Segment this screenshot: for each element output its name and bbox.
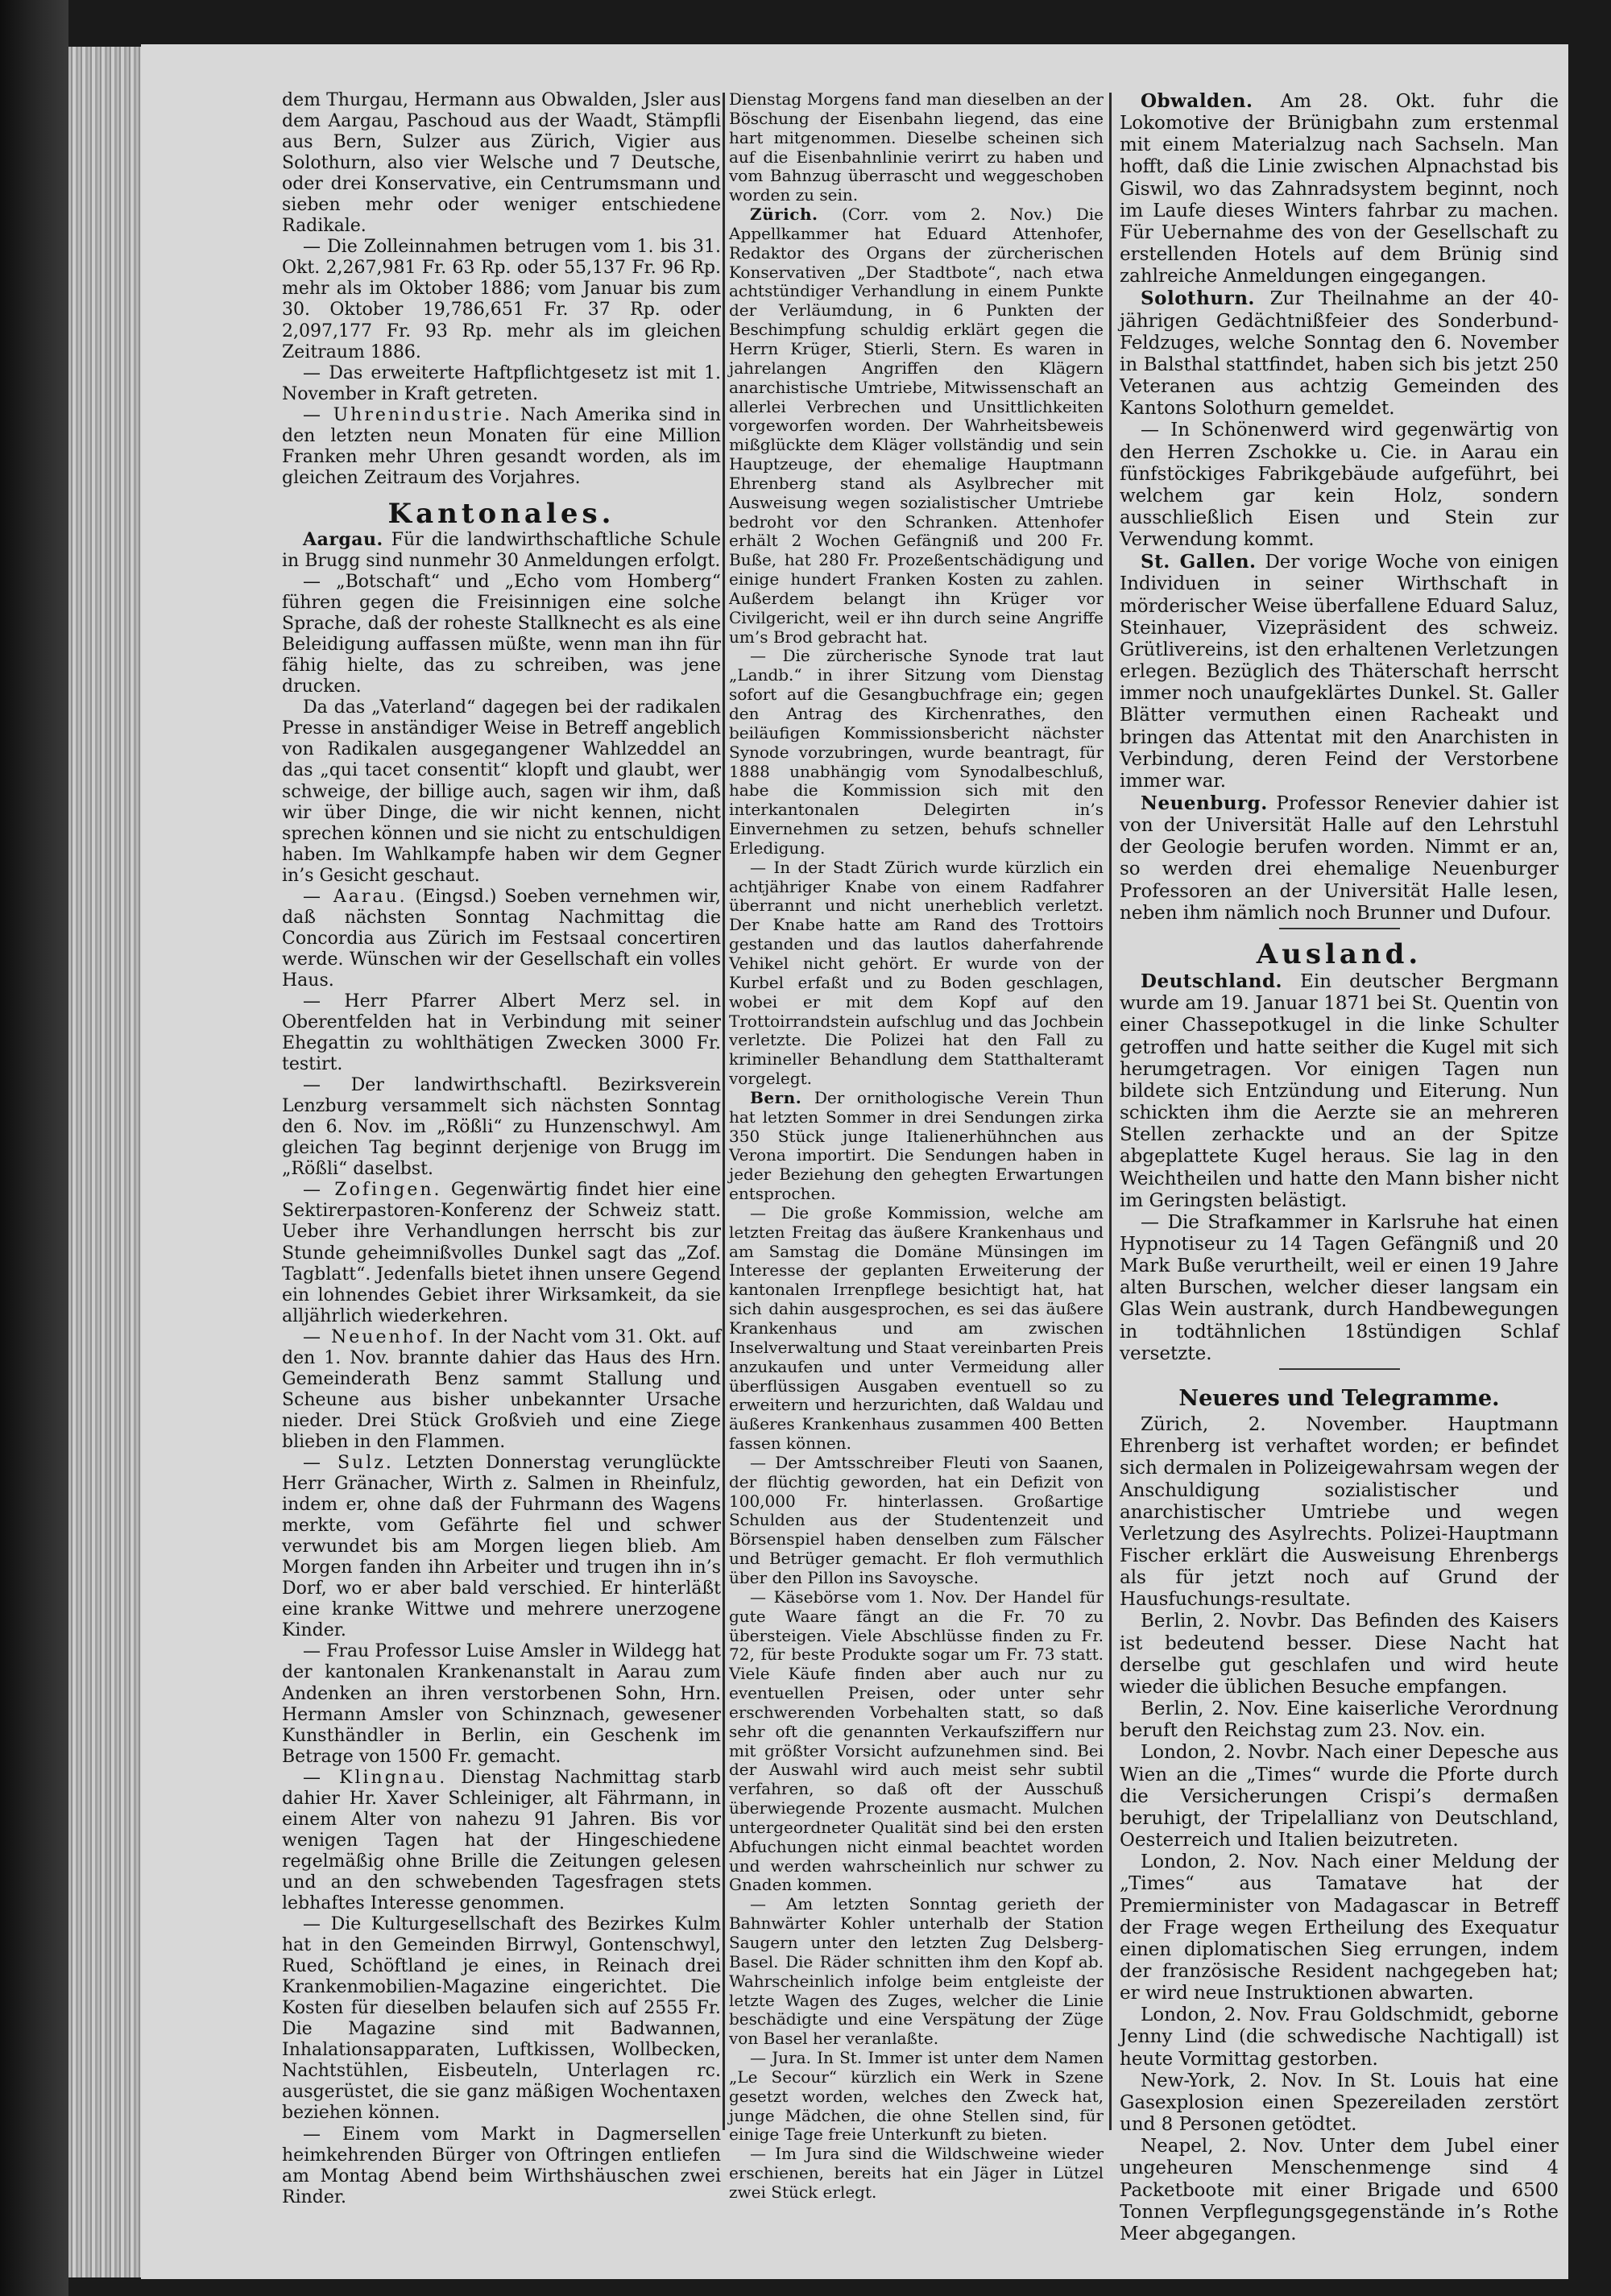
column-rule-1 <box>723 93 725 2130</box>
article-lead: Deutschland. <box>1141 970 1283 993</box>
article-paragraph: — In Schönenwerd wird gegenwärtig von den Herren Zschokke u. Cie. in Aarau ein fünfstöckiges Fabrikgebäude aufgeführt, bei welchem gar kein Holz, sondern ausschließlich Eisen und Stein zur Verwendung kommt. <box>1120 420 1559 551</box>
article-lead: — Uhrenindustrie. <box>303 404 513 425</box>
book-binding <box>0 0 68 2296</box>
page-edges <box>68 47 143 2277</box>
article-text: Professor Renevier dahier ist von der Universität Halle auf den Lehrstuhl der Geologie berufen worden. Nimmt er an, so werden drei ehemalige Neuenburger Professoren an der Universität Halle lesen, neben ihm nämlich noch Brunner und Dufour. <box>1120 793 1559 924</box>
article-paragraph: — Käsebörse vom 1. Nov. Der Handel für gute Waare fängt an die Fr. 70 zu übersteigen. Viele Abschlüsse finden zu Fr. 72, für beste Produkte sogar um Fr. 73 statt. Viele Käufe finden aber auch nur zu eventuellen Preisen, oder unter sehr erschwerenden Vorbehalten statt, so daß sehr oft die genannten Verkaufsziffern nur mit größter Vorsicht aufzunehmen sind. Bei der Auswahl wird auch meist sehr subtil verfahren, so daß oft der Ausschuß überwiegende Prozente ausmacht. Mulchen untergeordneter Qualität sind bei den ersten Abfuchungen nicht einmal beachtet worden und werden wahrscheinlich nur schwer zu Gnaden kommen. <box>729 1587 1104 1895</box>
article-text: Der vorige Woche von einigen Individuen in seiner Wirthschaft in mörderischer Weise überfallene Eduard Saluz, Steinhauer, Vizepräsident des schweiz. Grütlivereins, ist den erhaltenen Verletzungen erlegen. Bezüglich des Thäterschaft herrscht immer noch unaufgeklärtes Dunkel. St. Galler Blätter vermuthen einen Racheakt und bringen das Attentat mit den Anarchisten in Verbindung, deren Feind der Verstorbene immer war. <box>1120 552 1559 792</box>
article-lead: Neuenburg. <box>1141 792 1268 814</box>
telegram-item: Zürich, 2. November. Hauptmann Ehrenberg ist verhaftet worden; er befindet sich dermalen in Polizeigewahrsam wegen der Anschuldigung sozialistischer und anarchistischer Umtriebe und wegen Verletzung des Asylrechts. Polizei-Hauptmann Fischer erklärt die Ausweisung Ehrenbergs als für jetzt noch auf Grund der Hausfuchungs-resultate. <box>1120 1414 1559 1611</box>
article-text: Ein deutscher Bergmann wurde am 19. Januar 1871 bei St. Quentin von einer Chassepotkugel in die linke Schulter getroffen und hatte seither die Kugel mit sich herumgetragen. Vor einigen Tagen nun bildete sich Entzündung und Eiterung. Nun schickten ihm die Aerzte sie an mehreren Stellen zerhackte und an der Spitze abgeplattete Kugel heraus. Sie lag in den Weichtheilen und hatte den Mann bisher nicht im Geringsten belästigt. <box>1120 971 1559 1211</box>
section-divider <box>1279 1368 1400 1370</box>
article-paragraph <box>282 1453 721 1641</box>
article-text: Dienstag Nachmittag starb dahier Hr. Xaver Schleiniger, alt Fährmann, in einem Alter von nahezu 91 Jahren. Bis vor wenigen Tagen hat der Hingeschiedene regelmäßig ohne Brille die Zeitungen gelesen und an den schwebenden Tagesfragen stets lebhaftes Interesse genommen. <box>282 1767 721 1913</box>
article-paragraph: — Am letzten Sonntag gerieth der Bahnwärter Kohler unterhalb der Station Saugern unter den letzten Zug Delsberg-Basel. Die Räder schnitten ihm den Kopf ab. Wahrscheinlich infolge beim entgleiste der letzte Wagen des Zuges, welcher die Linie beschädigte und eine Verspätung der Züge von Basel her veranlaßte. <box>729 1894 1104 2049</box>
article-text: Der ornithologische Verein Thun hat letzten Sommer in drei Sendungen zirka 350 Stück junge Italienerhühnchen aus Verona importirt. Die Sendungen haben in jeder Beziehung den gehegten Erwartungen entsprochen. <box>729 1087 1104 1204</box>
article-lead: Aargau. <box>303 528 383 550</box>
telegram-item: London, 2. Novbr. Nach einer Depesche aus Wien an die „Times“ wurde die Pforte durch die Versicherungen Crispi’s dermaßen beruhigt, der Tripelallianz von Deutschland, Oesterreich und Italien beizutreten. <box>1120 1742 1559 1851</box>
article-lead: Solothurn. <box>1141 288 1255 310</box>
article-paragraph <box>282 1180 721 1326</box>
article-paragraph: — Das erweiterte Haftpflichtgesetz ist mit 1. November in Kraft getreten. <box>282 362 721 404</box>
column-rule-2 <box>1109 93 1112 2130</box>
telegram-item: London, 2. Nov. Nach einer Meldung der „Times“ aus Tamatave hat der Premierminister von Madagascar in Betreff der Frage wegen Ertheilung des Exequatur einen diplomatischen Sieg errungen, indem der französische Resident nachgegeben hat; er wird neue Instruktionen abwarten. <box>1120 1851 1559 2004</box>
column-2 <box>729 90 1104 2203</box>
article-text: Letzten Donnerstag verunglückte Herr Gränacher, Wirth z. Salmen in Rheinfulz, indem er, ohne daß der Fuhrmann des Wagens merkte, vom Gefährte fiel und schwer verwundet bis am Morgen liegen blieb. Am Morgen fanden ihn Arbeiter und trugen ihn in’s Dorf, wo er aber bald verschied. Er hinterläßt eine kranke Wittwe und mehrere unerzogene Kinder. <box>282 1453 721 1641</box>
telegram-item: London, 2. Nov. Frau Goldschmidt, geborne Jenny Lind (die schwedische Nachtigall) ist heute Vormittag gestorben. <box>1120 2004 1559 2070</box>
article-paragraph <box>1120 792 1559 925</box>
article-text: In der Nacht vom 31. Okt. auf den 1. Nov. brannte dahier das Haus des Hrn. Gemeinderath Benz sammt Stallung und Scheune aus bisher unbekannter Ursache nieder. Drei Stück Großvieh und eine Ziege blieben in den Flammen. <box>282 1326 722 1452</box>
article-paragraph <box>729 1089 1104 1204</box>
article-paragraph <box>1120 288 1559 420</box>
article-paragraph: — Der Amtsschreiber Fleuti von Saanen, der flüchtig geworden, hat ein Defizit von 100,000 Fr. hinterlassen. Großartige Schulden aus der Studentenzeit und Börsenspiel haben denselben zum Fälscher und Betrüger gemacht. Er floh vermuthlich über den Pillon ins Savoysche. <box>729 1452 1104 1587</box>
article-text: Nach Amerika sind in den letzten neun Monaten für eine Million Franken mehr Uhren gesandt worden, als im gleichen Zeitraum des Vorjahres. <box>282 404 721 488</box>
article-paragraph: — Die zürcherische Synode trat laut „Landb.“ in ihrer Sitzung vom Dienstag sofort auf die Gesangbuchfrage ein; gegen den Antrag des Kirchenrathes, den beiläufigen Kommissionsbericht nächster Synode vorzubringen, wurde beantragt, für 1888 unabhängig vom Synodalbeschluß, habe die Kommission sich mit den interkantonalen Delegirten in’s Einvernehmen zu setzen, behufs schneller Erledigung. <box>729 646 1104 858</box>
article-lead: — Zofingen. <box>303 1180 442 1201</box>
article-text: Am 28. Okt. fuhr die Lokomotive der Brünigbahn zum erstenmal mit einem Materialzug nach Sachseln. Man hofft, daß die Linie zwischen Alpnachstad bis Giswil, wo das Zahnradsystem beginnt, noch im Laufe dieses Winters fahrbar zu machen. Für Uebernahme des von der Gesellschaft zu erstellenden Hotels auf dem Brünig sind zahlreiche Anmeldungen eingegangen. <box>1120 91 1559 288</box>
article-paragraph <box>282 887 721 991</box>
article-paragraph <box>282 529 721 572</box>
section-heading-ausland: Ausland. <box>1256 937 1423 970</box>
article-paragraph: — Frau Professor Luise Amsler in Wildegg hat der kantonalen Krankenanstalt in Aarau zum Andenken an ihren verstorbenen Sohn, Hrn. Hermann Amsler von Schinznach, gewesener Kunsthändler in Berlin, ein Geschenk im Betrage von 1500 Fr. gemacht. <box>282 1641 721 1767</box>
article-paragraph <box>1120 551 1559 792</box>
section-heading-telegramme: Neueres und Telegramme. <box>1178 1385 1500 1411</box>
article-paragraph: — Die Strafkammer in Karlsruhe hat einen Hypnotiseur zu 14 Tagen Gefängniß und 20 Mark Buße verurtheilt, weil er einen 19 Jahre alten Burschen, welcher dieser langsam ein Glas Wein austrank, durch Handbewegungen in todtähnlichen 18stündigen Schlaf versetzte. <box>1120 1211 1559 1364</box>
article-paragraph: — Die Zolleinnahmen betrugen vom 1. bis 31. Okt. 2,267,981 Fr. 63 Rp. oder 55,137 Fr. 96 Rp. mehr als im Oktober 1886; vom Januar bis zum 30. Oktober 19,786,651 Fr. 37 Rp. oder 2,097,177 Fr. 93 Rp. mehr als im gleichen Zeitraum 1886. <box>282 237 721 362</box>
column-1 <box>282 90 721 2208</box>
article-paragraph: — Der landwirthschaftl. Bezirksverein Lenzburg versammelt sich nächsten Sonntag den 6. Nov. im „Rößli“ zu Hunzenschwyl. Am gleichen Tag beginnt derjenige von Brugg im „Rößli“ daselbst. <box>282 1075 721 1180</box>
article-paragraph: — Im Jura sind die Wildschweine wieder erschienen, bereits hat ein Jäger in Lützel zwei Stück erlegt. <box>729 2144 1104 2202</box>
article-paragraph <box>729 205 1104 647</box>
article-lead: — Klingnau. <box>303 1767 448 1788</box>
article-text: (Eingsd.) Soeben vernehmen wir, daß nächsten Sonntag Nachmittag die Concordia aus Zürich im Festsaal concertiren werde. Wünschen wir der Gesellschaft ein volles Haus. <box>282 886 721 991</box>
article-lead: — Sulz. <box>303 1453 394 1473</box>
article-text: (Corr. vom 2. Nov.) Die Appellkammer hat Eduard Attenhofer, Redaktor des Organs der zürcherischen Konservativen „Der Stadtbote“, nach etwa achtstündiger Verhandlung in einem Punkte der Verläumdung, in 6 Punkten der Beschimpfung schuldig erklärt gegen die Herrn Krüger, Stierli, Stern. Es waren in jahrelangen Angriffen den Klägern anarchistische Umtriebe, Mitwissenschaft an allerlei Verbrechen und Unsittlichkeiten vorgeworfen worden. Der Wahrheitsbeweis mißglückte dem Kläger vollständig und sein Hauptzeuge, der ehemalige Hauptmann Ehrenberg stand als Asylbrecher mit Ausweisung wegen sozialistischer Umtriebe bedroht vor den Schranken. Attenhofer erhält 2 Wochen Gefängniß und 200 Fr. Buße, hat 280 Fr. Prozeßentschädigung und einige hundert Franken Kosten zu zahlen. Außerdem belangt ihn Krüger vor Civilgericht, weil er ihn durch seine Angriffe um’s Brod gebracht hat. <box>729 205 1104 647</box>
article-paragraph: — Die Kulturgesellschaft des Bezirkes Kulm hat in den Gemeinden Birrwyl, Gontenschwyl, Rued, Schöftland je eines, in Reinach drei Krankenmobilien-Magazine eingerichtet. Die Kosten für dieselben belaufen sich auf 2555 Fr. Die Magazine sind mit Badwannen, Inhalationsapparaten, Luftkissen, Wollbecken, Nachtstühlen, Eisbeuteln, Unterlagen rc. ausgerüstet, die sie ganz mäßigen Wochentaxen beziehen können. <box>282 1914 721 2124</box>
telegram-item: Neapel, 2. Nov. Unter dem Jubel einer ungeheuren Menschenmenge sind 4 Packetboote mit einer Brigade und 6500 Tonnen Verpflegungsgegenstände in’s Rothe Meer abgegangen. <box>1120 2136 1559 2244</box>
section-divider <box>1279 928 1400 929</box>
article-text: Zur Theilnahme an der 40-jährigen Gedächtnißfeier des Sonderbund-Feldzuges, welche Sonntag den 6. November in Balsthal stattfindet, haben sich bis jetzt 250 Veteranen aus achtzig Gemeinden des Kantons Solothurn gemeldet. <box>1120 288 1559 420</box>
article-paragraph: — „Botschaft“ und „Echo vom Homberg“ führen gegen die Freisinnigen eine solche Sprache, daß der roheste Stallknecht es als eine Beleidigung auffassen müßte, wenn man ihn für fähig hielte, das zu schreiben, was jene drucken. <box>282 572 721 697</box>
column-3 <box>1120 90 1559 2245</box>
article-paragraph: — Die große Kommission, welche am letzten Freitag das äußere Krankenhaus und am Samstag die Domäne Münsingen im Interesse der geplanten Erweiterung der kantonalen Irrenpflege besichtigt hat, hat sich dahin ausgesprochen, es sei das äußere Krankenhaus und am zwischen Inselverwaltung und Staat vereinbarten Preis anzukaufen und unter Vermeidung aller überflüssigen Ausgaben eventuell so zu erweitern und herzurichten, daß Waldau und äußeres Krankenhaus zusammen 400 Betten fassen können. <box>729 1202 1104 1454</box>
telegram-item: New-York, 2. Nov. In St. Louis hat eine Gasexplosion einen Spezereiladen zerstört und 8 Personen getödtet. <box>1120 2070 1559 2136</box>
article-lead: Bern. <box>750 1087 802 1107</box>
article-lead: — Neuenhof. <box>303 1326 446 1347</box>
section-heading-kantonales: Kantonales. <box>387 497 615 530</box>
article-paragraph <box>282 1768 721 1914</box>
article-paragraph <box>282 1327 721 1453</box>
article-paragraph <box>1120 970 1559 1212</box>
article-paragraph <box>282 405 721 489</box>
article-text: Gegenwärtig findet hier eine Sektirerpastoren-Konferenz der Schweiz statt. Ueber ihre Verhandlungen herrscht bis zur Stunde geheimnißvolles Dunkel sagt das „Zof. Tagblatt“. Jedenfalls bietet ihnen unsere Gegend ein lohnendes Gebiet ihrer Wirksamkeit, da sie alljährlich wiederkehren. <box>282 1180 721 1326</box>
article-paragraph: Da das „Vaterland“ dagegen bei der radikalen Presse in anständiger Weise in Betreff angeblich von Radikalen ausgegangener Wahlzeddel an das „qui tacet consentit“ klopft und glaubt, wer schweige, der billige auch, sagen wir ihm, daß wir über Dinge, die wir nicht kennen, nicht sprechen können und sie nicht zu entschuldigen haben. Im Wahlkampfe haben wir dem Gegner in’s Gesicht geschaut. <box>282 697 721 886</box>
article-paragraph: Dienstag Morgens fand man dieselben an der Böschung der Eisenbahn liegend, das eine hart mitgenommen. Dieselbe scheinen sich auf die Eisenbahnlinie verirrt zu haben und vom Bahnzug überrascht und weggeschoben worden zu sein. <box>729 89 1104 205</box>
article-paragraph: — Einem vom Markt in Dagmersellen heimkehrenden Bürger von Oftringen entliefen am Montag Abend beim Wirthshäuschen zwei Rinder. <box>282 2124 721 2207</box>
telegram-item: Berlin, 2. Novbr. Das Befinden des Kaisers ist bedeutend besser. Diese Nacht hat derselbe gut geschlafen und wird heute wieder die üblichen Besuche empfangen. <box>1120 1611 1559 1698</box>
article-paragraph: — Herr Pfarrer Albert Merz sel. in Oberentfelden hat in Verbindung mit seiner Ehegattin zu wohlthätigen Zwecken 3000 Fr. testirt. <box>282 991 721 1075</box>
article-paragraph: — Jura. In St. Immer ist unter dem Namen „Le Secour“ kürzlich ein Werk in Szene gesetzt worden, welches den Zweck hat, junge Mädchen, die ohne Stellen sind, für einige Tage freie Unterkunft zu bieten. <box>729 2048 1104 2145</box>
telegram-item: Berlin, 2. Nov. Eine kaiserliche Verordnung beruft den Reichstag zum 23. Nov. ein. <box>1120 1698 1559 1742</box>
article-lead: St. Gallen. <box>1141 551 1257 573</box>
article-text: Für die landwirthschaftliche Schule in Brugg sind nunmehr 30 Anmeldungen erfolgt. <box>282 529 721 571</box>
article-lead: Obwalden. <box>1141 90 1253 112</box>
article-paragraph <box>1120 90 1559 288</box>
article-paragraph: — In der Stadt Zürich wurde kürzlich ein achtjähriger Knabe von einem Radfahrer überrannt und nicht unerheblich verletzt. Der Knabe hatte am Rand des Trottoirs gestanden und das lautlos daherfahrende Vehikel nicht gehört. Er wurde von der Kurbel erfaßt und zu Boden geschlagen, wobei er mit dem Kopf auf den Trottoirrandstein aufschlug und das Jochbein verletzte. Die Polizei hat den Fall zu krimineller Behandlung dem Statthalteramt vorgelegt. <box>729 857 1104 1089</box>
article-lead: — Aarau. <box>303 886 408 907</box>
article-lead: Zürich. <box>750 205 818 225</box>
article-paragraph: dem Thurgau, Hermann aus Obwalden, Jsler aus dem Aargau, Paschoud aus der Waadt, Stämpfli aus Bern, Sulzer aus Zürich, Vigier aus Solothurn, also vier Welsche und 7 Deutsche, oder drei Konservative, ein Centrumsmann und sieben mehr oder weniger entschiedene Radikale. <box>282 90 721 237</box>
